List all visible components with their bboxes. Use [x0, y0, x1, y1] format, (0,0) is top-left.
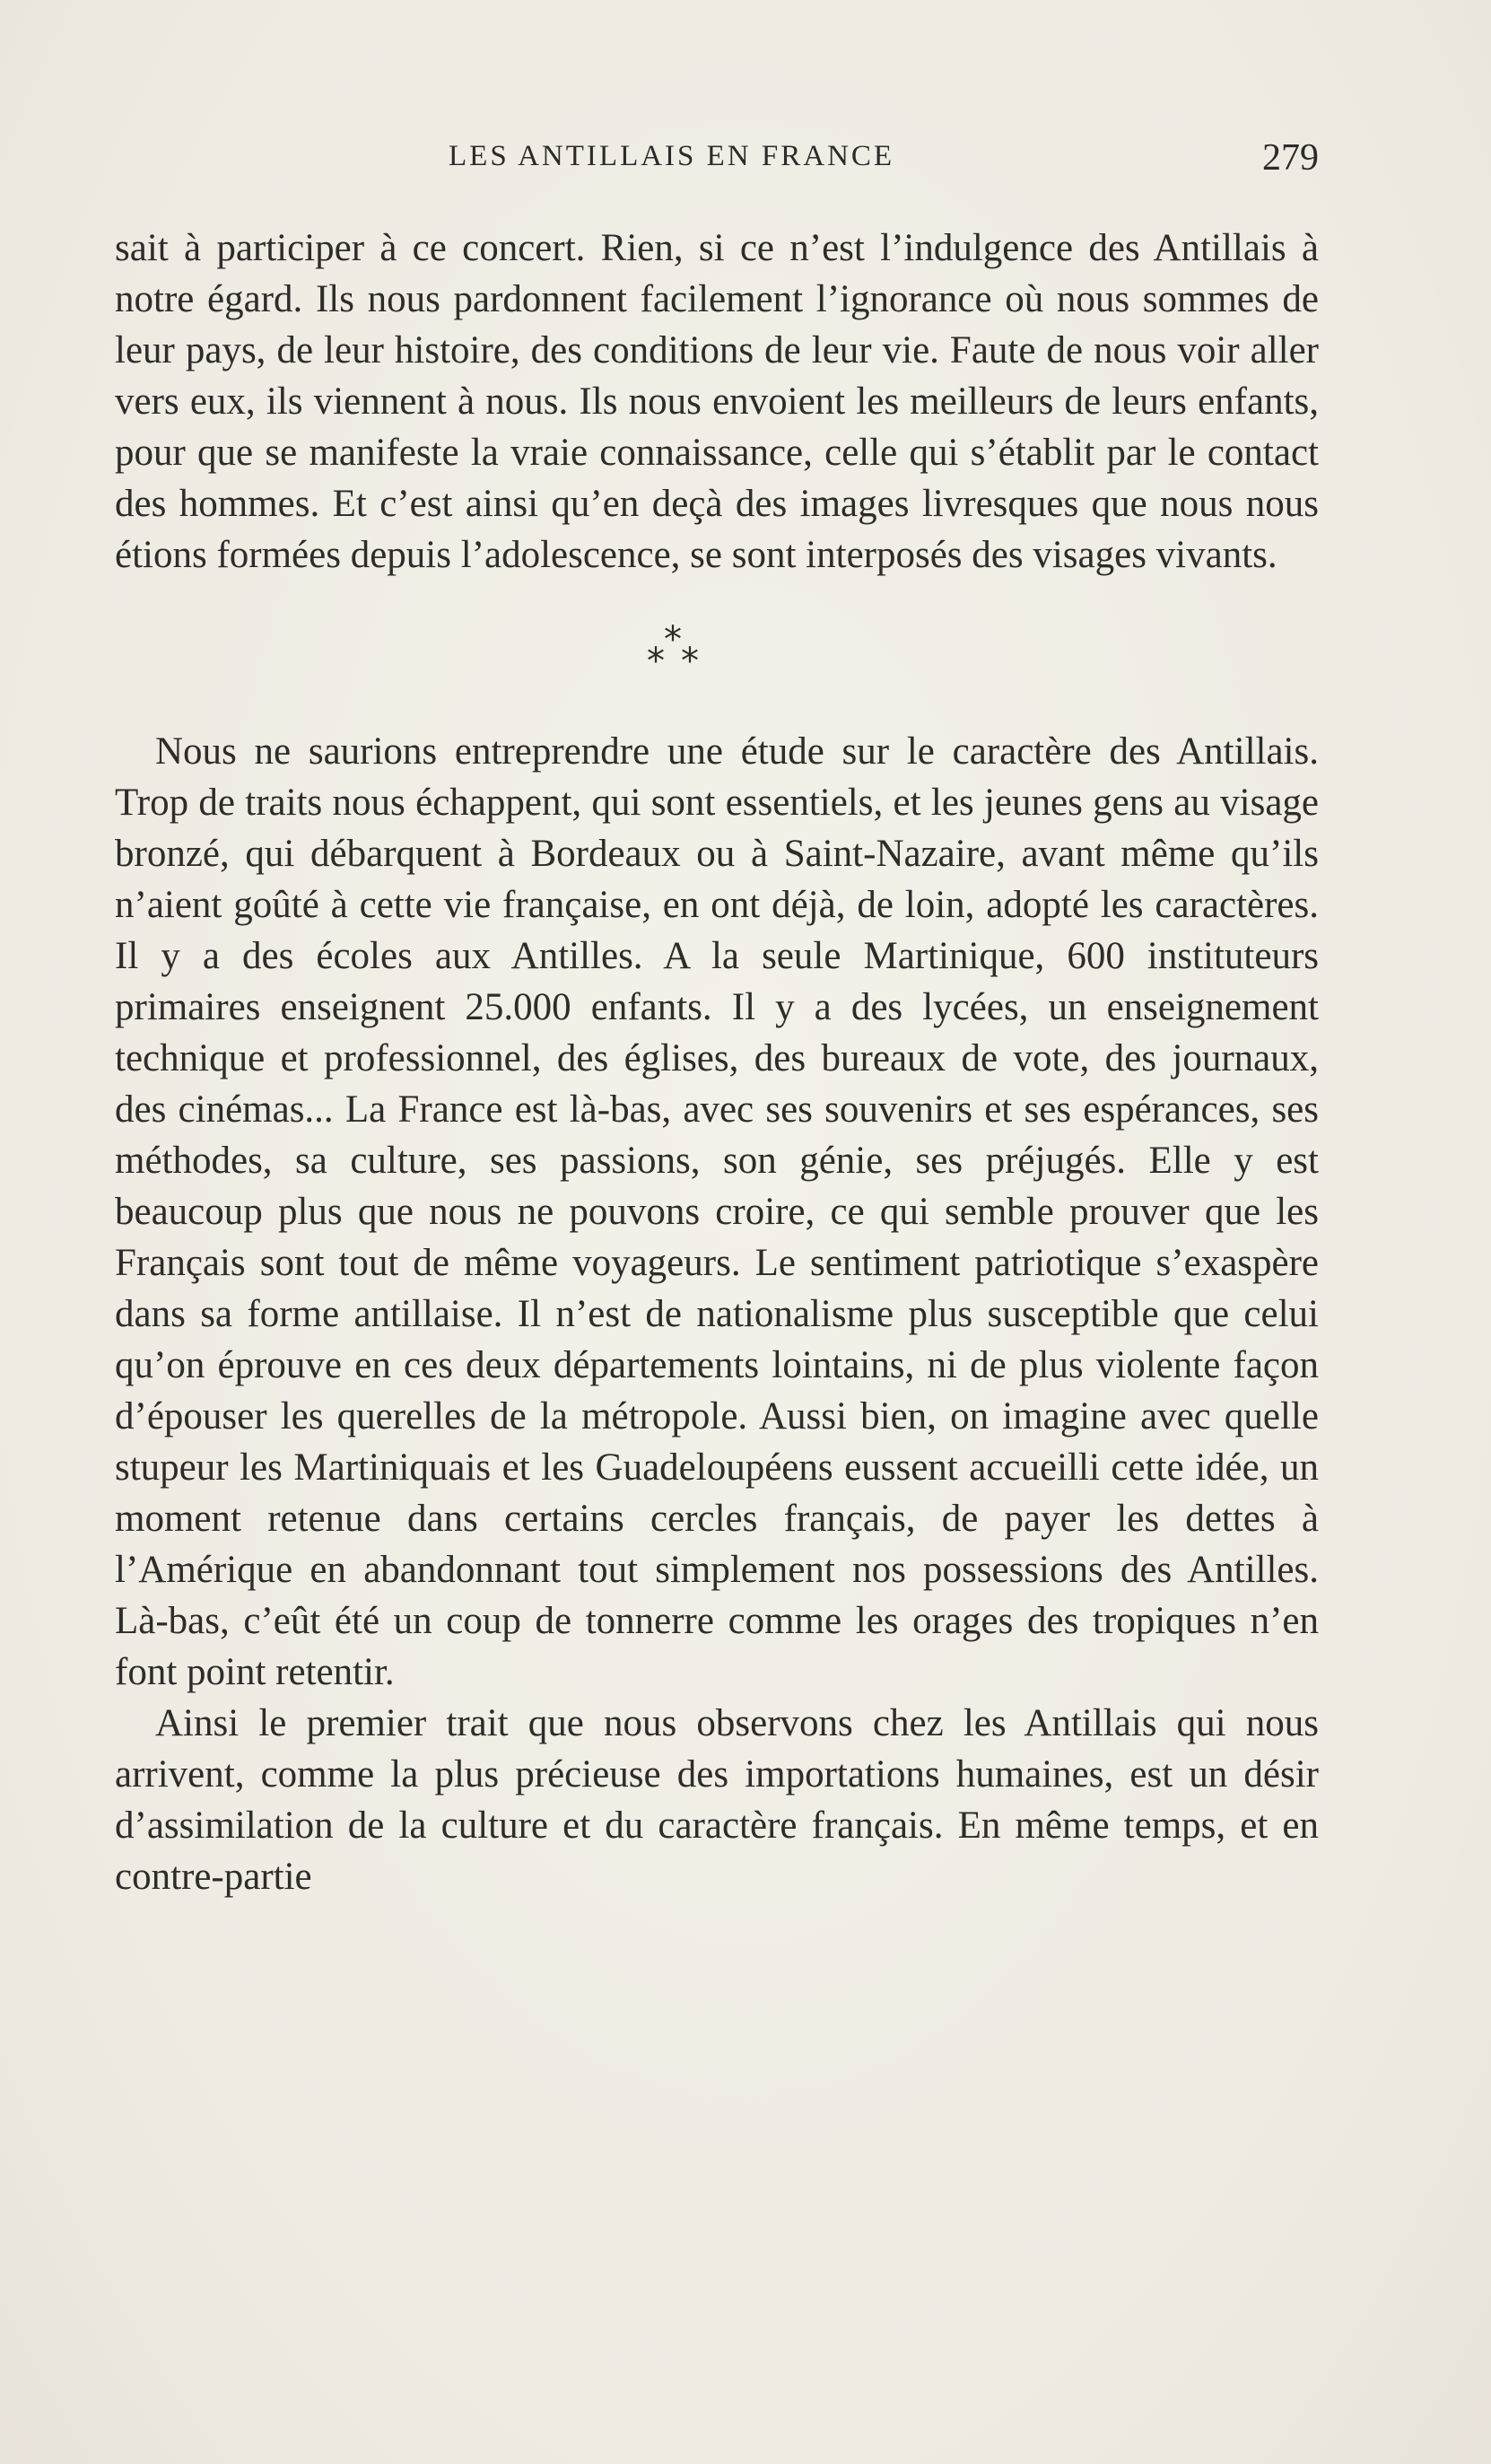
- running-title: LES ANTILLAIS EN FRANCE: [449, 140, 895, 172]
- asterism-section-break: [115, 616, 1319, 719]
- asterism-star-left: *: [647, 641, 665, 682]
- asterism-star-right: *: [681, 641, 699, 682]
- text-block: [115, 223, 1319, 1902]
- paragraph-continued: sait à participer à ce concert. Rien, si ce n’est l’indulgence des Antillais à notre égard. Ils nous pardonnent facilement l’ignorance où nous sommes de leur pays, de leur histoire, des conditions de leur vie. Faute de nous voir aller vers eux, ils viennent à nous. Ils nous envoient les meilleurs de leurs enfants, pour que se manifeste la vraie connaissance, celle qui s’établit par le contact des hommes. Et c’est ainsi qu’en deçà des images livresques que nous nous étions formées depuis l’adolescence, se sont interposés des visages vivants.: [115, 227, 1319, 576]
- paragraph-character-of-antillais: Nous ne saurions entreprendre une étude sur le caractère des Antillais. Trop de traits nous échappent, qui sont essentiels, et les jeunes gens au visage bronzé, qui débarquent à Bordeaux ou à Saint-Nazaire, avant même qu’ils n’aient goûté à cette vie française, en ont déjà, de loin, adopté les caractères. Il y a des écoles aux Antilles. A la seule Martinique, 600 instituteurs primaires enseignent 25.000 enfants. Il y a des lycées, un enseignement technique et professionnel, des églises, des bureaux de vote, des journaux, des cinémas... La France est là-bas, avec ses souvenirs et ses espérances, ses méthodes, sa culture, ses passions, son génie, ses préjugés. Elle y est beaucoup plus que nous ne pouvons croire, ce qui semble prouver que les Français sont tout de même voyageurs. Le sentiment patriotique s’exaspère dans sa forme antillaise. Il n’est de nationalisme plus susceptible que celui qu’on éprouve en ces deux départements lointains, ni de plus violente façon d’épouser les querelles de la métropole. Aussi bien, on imagine avec quelle stupeur les Martiniquais et les Guadeloupéens eussent accueilli cette idée, un moment retenue dans certains cercles français, de payer les dettes à l’Amérique en abandonnant tout simplement nos possessions des Antilles. Là-bas, c’eût été un coup de tonnerre comme les orages des tropiques n’en font point retentir.: [115, 730, 1319, 1693]
- page-number: 279: [1262, 137, 1319, 179]
- running-head: [117, 136, 1319, 181]
- paragraph-first-trait: Ainsi le premier trait que nous observons chez les Antillais qui nous arrivent, comme la plus précieuse des importations humaines, est un désir d’assimilation de la culture et du caractère français. En même temps, et en contre-partie: [115, 1702, 1319, 1898]
- asterism-star-top: *: [664, 619, 682, 660]
